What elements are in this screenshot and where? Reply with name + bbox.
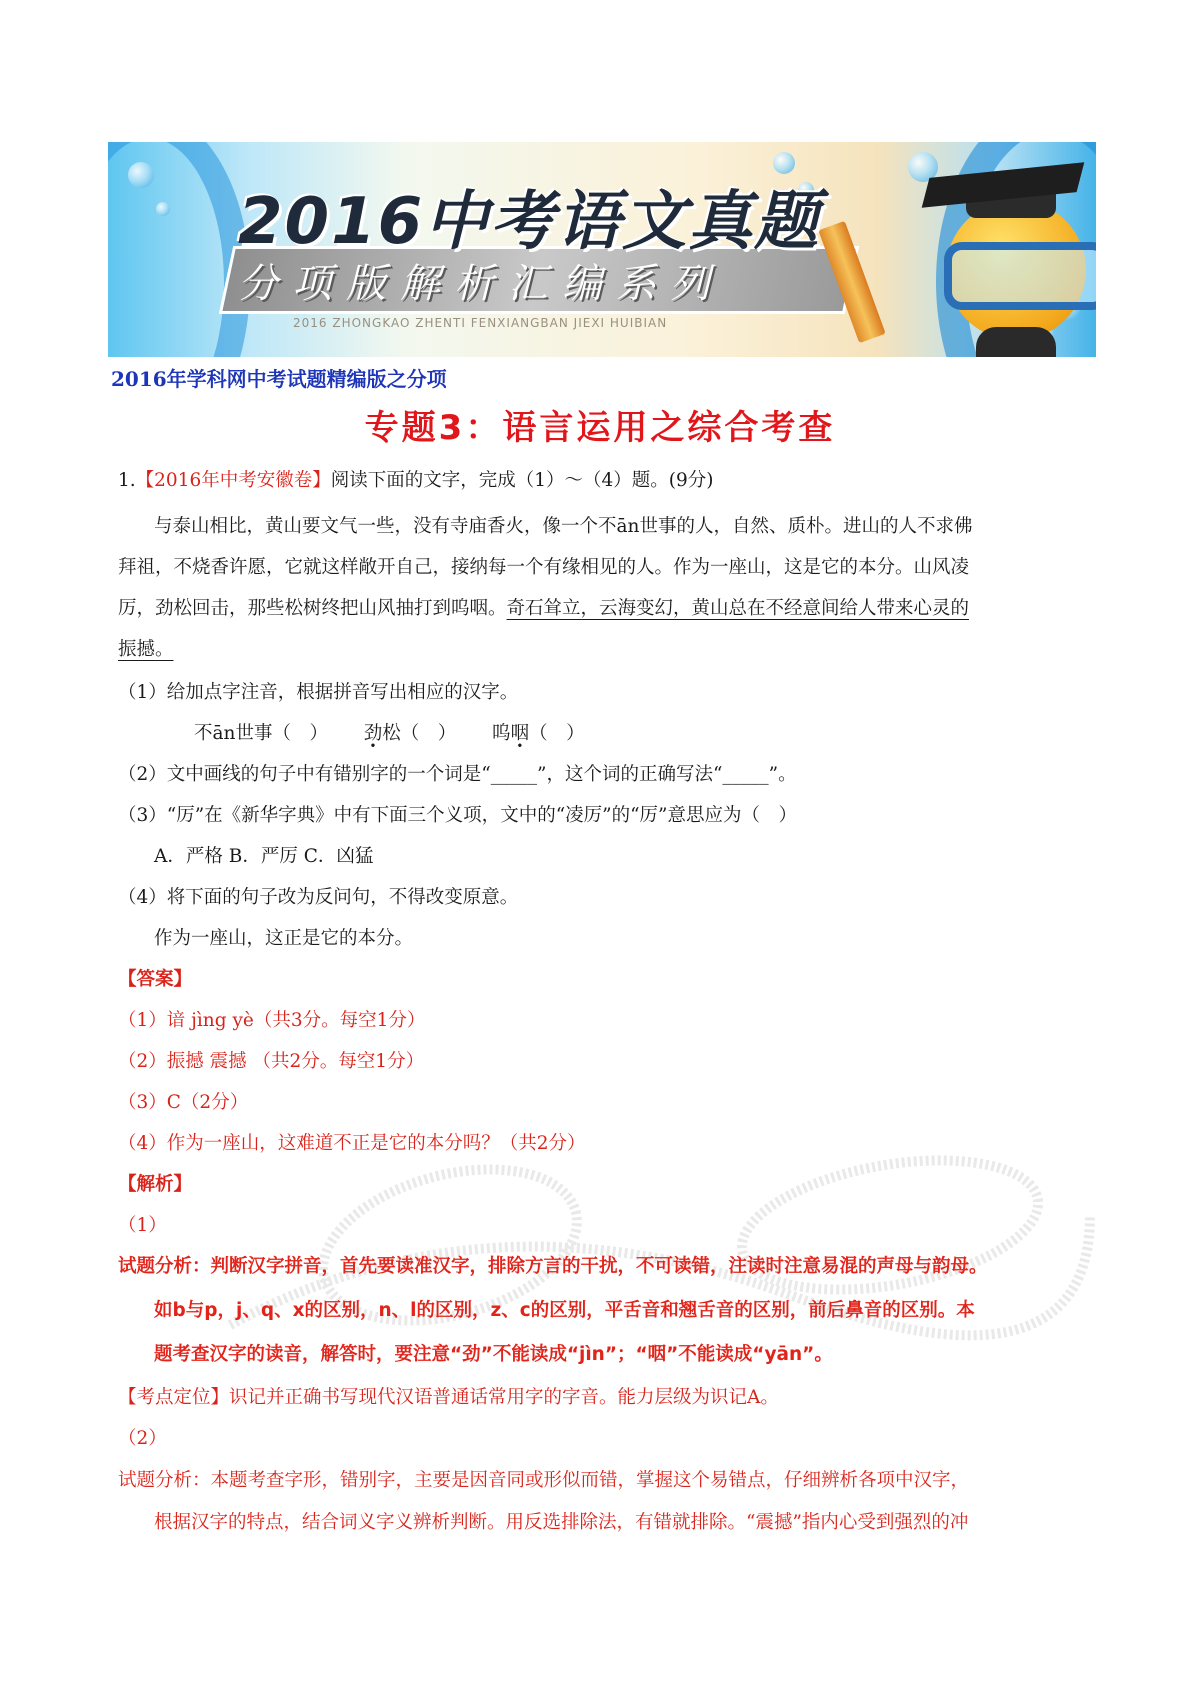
question-number: 1. xyxy=(118,470,136,491)
passage-line: 与泰山相比，黄山要文气一些，没有寺庙香火，像一个不ān世事的人，自然、质朴。进山的人不求佛 xyxy=(154,516,973,537)
answer-item: （2）振撼 震撼 （共2分。每空1分） xyxy=(118,1051,425,1072)
analysis-line: 试题分析：本题考查字形，错别字，主要是因音同或形似而错，掌握这个易错点，仔细辨析各项中汉字， xyxy=(118,1470,970,1491)
analysis-text-1 xyxy=(118,1245,1108,1377)
analysis-part-1: （1） xyxy=(118,1215,167,1236)
underlined-sentence: 振撼。 xyxy=(118,639,174,660)
source-line: 2016年学科网中考试题精编版之分项 xyxy=(111,367,447,391)
underlined-sentence: 奇石耸立，云海变幻，黄山总在不经意间给人带来心灵的 xyxy=(506,598,970,619)
bubble-decoration xyxy=(128,162,154,188)
answer-item: （1）谙 jìng yè（共3分。每空1分） xyxy=(118,1010,426,1031)
passage-line: 拜祖，不烧香许愿，它就这样敞开自己，接纳每一个有缘相见的人。作为一座山，这是它的本分。山风凌 xyxy=(118,557,970,578)
item-b: 松（ ） xyxy=(382,723,457,744)
analysis-line: 试题分析：判断汉字拼音，首先要读准汉字，排除方言的干扰，不可读错，注读时注意易混的声母与韵母。 xyxy=(118,1256,988,1277)
item-c: （ ） xyxy=(529,723,585,744)
item-a: 不ān世事（ ） xyxy=(194,723,328,744)
passage-text: 厉，劲松回击，那些松树终把山风抽打到呜咽。 xyxy=(118,598,507,619)
banner-subtitle: 分项版解析汇编系列 xyxy=(238,261,724,307)
sub-question-1-items xyxy=(194,721,585,747)
answer-item: （4）作为一座山，这难道不正是它的本分吗？（共2分） xyxy=(118,1133,586,1154)
mascot-goggles xyxy=(944,242,1096,310)
header-banner xyxy=(108,142,1096,357)
banner-pinyin: 2016 ZHONGKAO ZHENTI FENXIANGBAN JIEXI HUIBIAN xyxy=(293,316,668,330)
analysis-line: 题考查汉字的读音，解答时，要注意“劲”不能读成“jìn”；“咽”不能读成“yān”。 xyxy=(154,1344,833,1365)
sub-question-3-options: A．严格 B．严厉 C．凶猛 xyxy=(154,846,374,867)
question-prompt: 阅读下面的文字，完成（1）～（4）题。(9分) xyxy=(330,470,714,491)
dotted-char: 咽 xyxy=(510,723,530,744)
sub-question-2: （2）文中画线的句子中有错别字的一个词是“_____”，这个词的正确写法“_____”。 xyxy=(118,764,797,785)
passage-line xyxy=(118,596,969,622)
analysis-line: 如b与p，j、q、x的区别，n、l的区别，z、c的区别，平舌音和翘舌音的区别，前后鼻音的区别。本 xyxy=(154,1300,975,1321)
question-source: 【2016年中考安徽卷】 xyxy=(135,470,331,491)
mascot-body xyxy=(976,327,1056,357)
analysis-part-2: （2） xyxy=(118,1428,167,1449)
analysis-text-2 xyxy=(118,1460,1108,1544)
sub-question-4: （4）将下面的句子改为反问句，不得改变原意。 xyxy=(118,887,519,908)
sub-question-3: （3）“厉”在《新华字典》中有下面三个义项，文中的“凌厉”的“厉”意思应为（ ） xyxy=(118,805,798,826)
banner-title: 2016中考语文真题 xyxy=(238,185,821,259)
item-c-pre: 呜 xyxy=(492,723,511,744)
sub-question-4-sentence: 作为一座山，这正是它的本分。 xyxy=(154,928,414,949)
bubble-decoration xyxy=(156,202,170,216)
topic-title: 专题3：语言运用之综合考查 xyxy=(364,408,836,448)
kaodian-line: 【考点定位】识记并正确书写现代汉语普通话常用字的字音。能力层级为识记A。 xyxy=(118,1387,779,1408)
analysis-label: 【解析】 xyxy=(118,1174,193,1195)
question-header xyxy=(118,468,714,494)
analysis-line: 根据汉字的特点，结合词义字义辨析判断。用反选排除法，有错就排除。“震撼”指内心受到强烈的冲 xyxy=(154,1512,969,1533)
passage-line xyxy=(118,637,174,663)
dotted-char: 劲 xyxy=(363,723,383,744)
answer-item: （3）C（2分） xyxy=(118,1092,249,1113)
answer-label: 【答案】 xyxy=(118,969,193,990)
sub-question-1: （1）给加点字注音，根据拼音写出相应的汉字。 xyxy=(118,682,519,703)
